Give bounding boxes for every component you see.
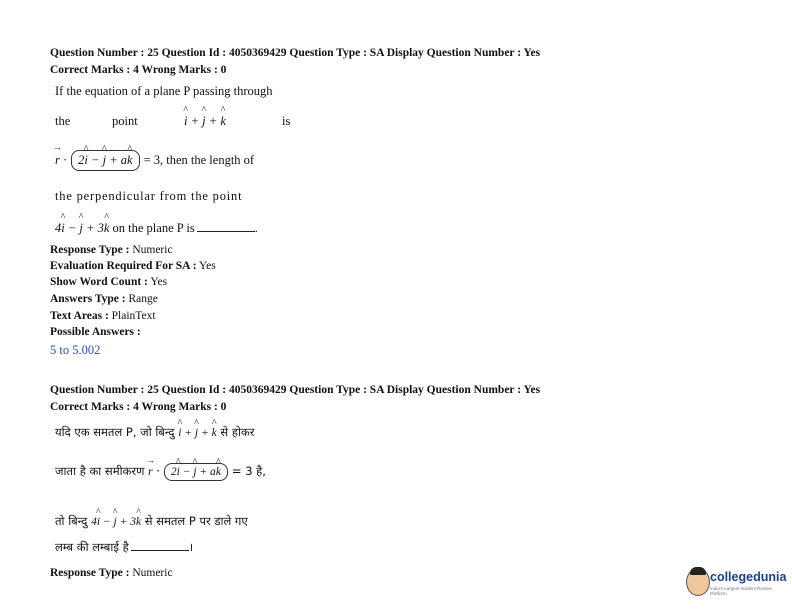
q1-header-line1: Question Number : 25 Question Id : 4050369429 Question Type : SA Display Question Number : Yes	[50, 47, 541, 59]
q2-hindi-line1: यदि एक समतल P, जो बिन्दु ^ i + ^ j + ^ k से होकर	[55, 425, 254, 440]
q1-text-line1: If the equation of a plane P passing through	[55, 84, 273, 98]
q1-text-areas: Text Areas : PlainText	[50, 310, 156, 322]
q2-header-line2: Correct Marks : 4 Wrong Marks : 0	[50, 401, 227, 413]
collegedunia-logo[interactable]	[686, 566, 787, 598]
student-face-icon	[686, 568, 710, 596]
q1-show-word-count: Show Word Count : Yes	[50, 276, 168, 288]
q1-equation-line: → r · 2^ i − ^ j + a^ k = 3, then the length of	[55, 150, 254, 171]
q2-hindi-line4: लम्ब की लम्बाई है ।	[55, 540, 194, 554]
q1-text-line5: 4^ i − ^ j + 3^ k on the plane P is .	[55, 221, 258, 236]
q1-equation-tail: = 3, then the length of	[143, 153, 255, 167]
logo-tagline: India's Largest Student Review Platform	[710, 586, 772, 596]
q1-evaluation-required: Evaluation Required For SA : Yes	[50, 260, 216, 272]
q1-possible-answers-value: 5 to 5.002	[50, 343, 101, 357]
q2-hindi-line2: जाता है का समीकरण → r · 2^ i − ^ j + a^ k = 3 है,	[55, 463, 266, 481]
q2-hindi-line3: तो बिन्दु 4^ i − ^ j + 3^ k से समतल P पर डाले गए	[55, 514, 248, 529]
q1-header-line2: Correct Marks : 4 Wrong Marks : 0	[50, 64, 227, 76]
q2-header-line1: Question Number : 25 Question Id : 4050369429 Question Type : SA Display Question Number : Yes	[50, 384, 541, 396]
q1-possible-answers-label: Possible Answers :	[50, 326, 141, 338]
q1-point-vector: ^ i + ^ j + ^ k	[184, 114, 226, 129]
q1-normal-vector: 2^ i − ^ j + a^ k	[71, 150, 139, 171]
q1-text-line2	[55, 114, 70, 129]
q2-response-type: Response Type : Numeric	[50, 567, 173, 579]
q1-word-point: point	[112, 114, 138, 128]
q1-word-is: is	[282, 114, 291, 128]
q1-answers-type: Answers Type : Range	[50, 293, 158, 305]
q1-text-line5-tail: on the plane P is	[112, 221, 195, 235]
q1-text-line4: the perpendicular from the point	[55, 189, 243, 203]
answer-blank	[197, 230, 255, 232]
q1-response-type: Response Type : Numeric	[50, 244, 173, 256]
q2-answer-blank	[131, 549, 189, 551]
logo-name: collegedunia	[710, 570, 787, 584]
q1-word-the: the	[55, 114, 71, 128]
